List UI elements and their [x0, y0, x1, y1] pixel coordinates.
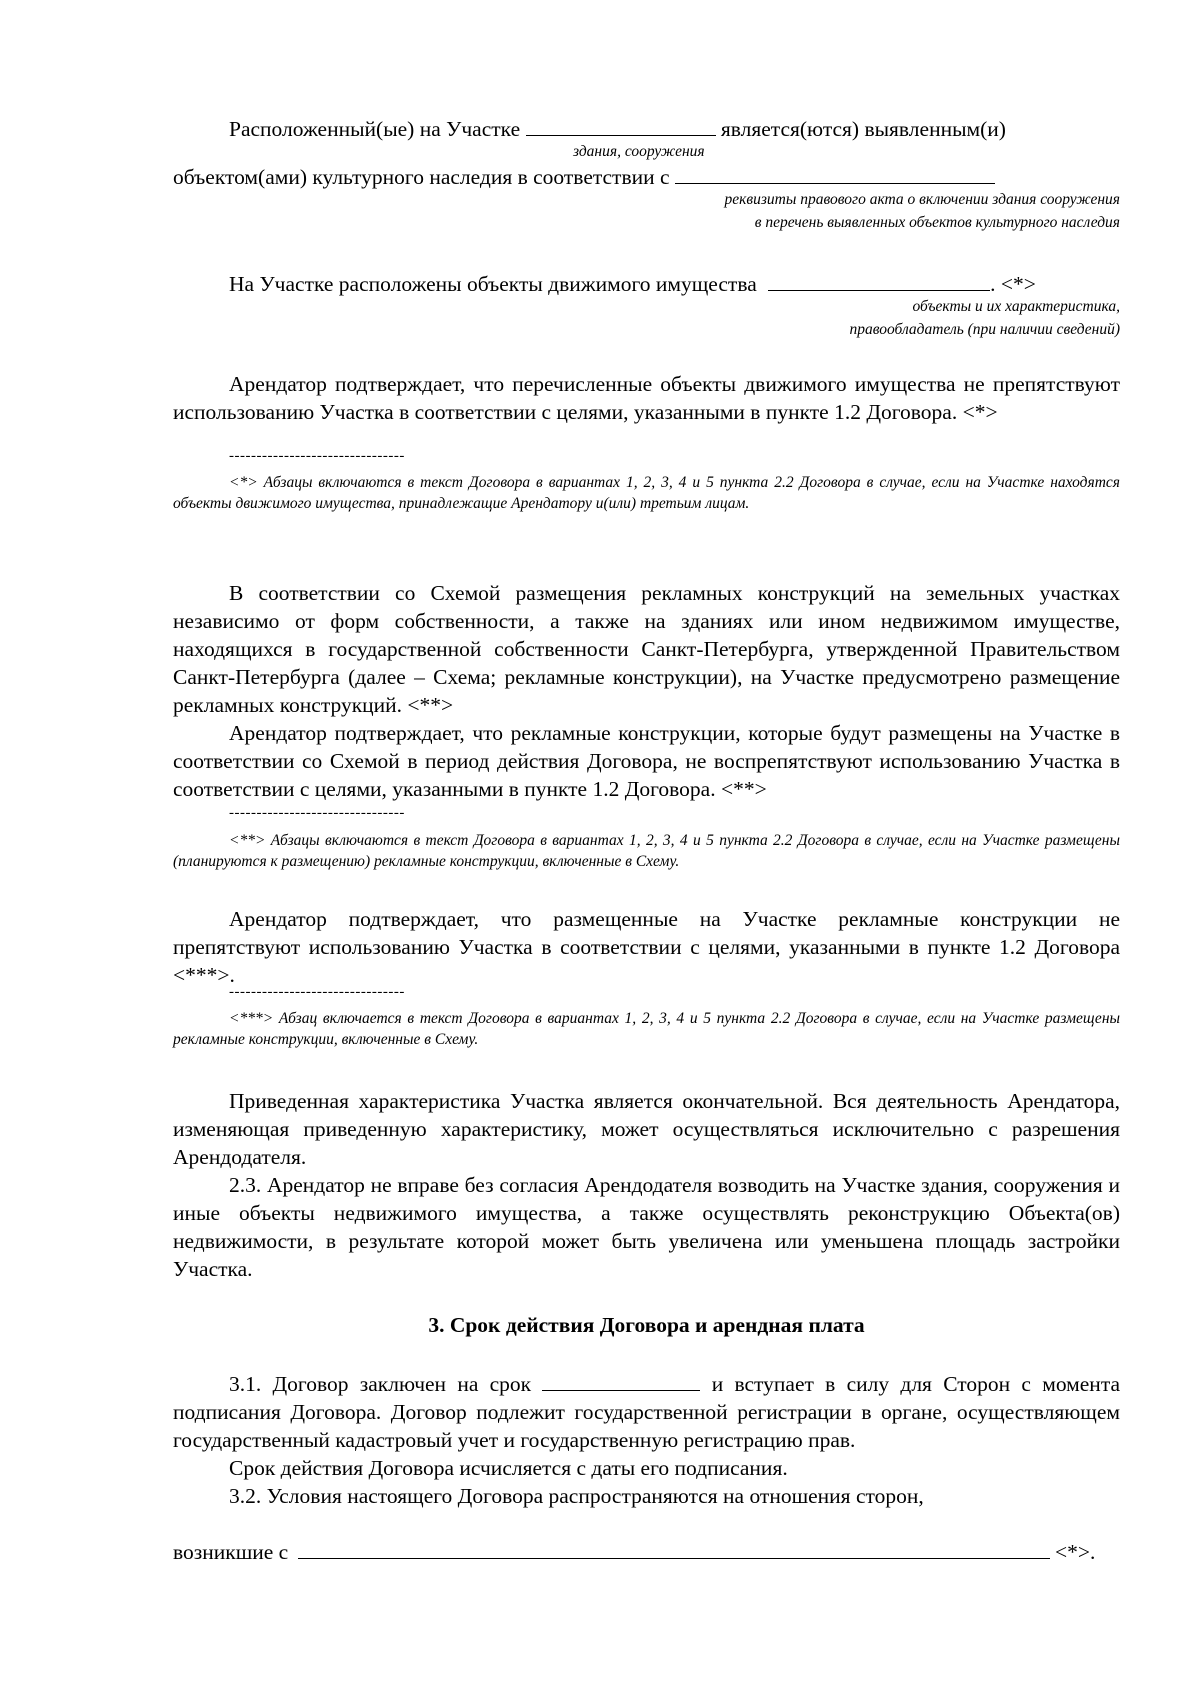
blank-date-field [298, 1538, 1050, 1559]
blank-term-field [542, 1370, 700, 1391]
clause-3-1-paragraph [173, 1370, 1120, 1454]
movable-paragraph-block [173, 370, 1120, 426]
final-characteristic-paragraph: Приведенная характеристика Участка является окончательной. Вся деятельность Арендатора, изменяющая приведенную характеристику, может осуществляться исключительно с разрешения Арендодателя. [173, 1089, 1120, 1169]
footnote-2-block [173, 830, 1120, 872]
movable-property-line [229, 270, 1036, 298]
term-paragraph: Срок действия Договора исчисляется с даты его подписания. [229, 1456, 788, 1480]
hint-legal-act-b: в перечень выявленных объектов культурного наследия [754, 214, 1120, 231]
clause-3-1-rest: и вступает в силу для Сторон с момента подписания Договора. Договор подлежит государственной регистрации в органе, осуществляющем государственный кадастровый учет и государственную регистрацию прав. [173, 1372, 1121, 1452]
footnote-3: <***> Абзац включается в текст Договора в вариантах 1, 2, 3, 4 и 5 пункта 2.2 Договора в случае, если на Участке размещены рекламные конструкции, включенные в Схему. [173, 1010, 1120, 1048]
clause-3-2-line [173, 1538, 1095, 1566]
footnote-3-block [173, 1008, 1120, 1050]
heritage-line-2-start: объектом(ами) культурного наследия в соответствии с [173, 165, 670, 189]
blank-building-field [526, 115, 716, 136]
ads-paragraphs-block [173, 579, 1120, 803]
movable-property-line-start: На Участке расположены объекты движимого имущества [229, 272, 757, 296]
blank-legal-act-field [675, 163, 995, 184]
heritage-line-2 [173, 163, 995, 191]
heritage-line-1-end: является(ются) выявленным(и) [720, 117, 1006, 141]
section-3-heading: 3. Срок действия Договора и арендная плата [428, 1313, 865, 1337]
hint-legal-act-a: реквизиты правового акта о включении здания сооружения [724, 191, 1120, 208]
heritage-line-1-start: Расположенный(ые) на Участке [229, 117, 521, 141]
final-paragraphs-block [173, 1087, 1120, 1283]
clause-3-2-paragraph: 3.2. Условия настоящего Договора распространяются на отношения сторон, [229, 1484, 924, 1508]
ads-paragraph-3-block [173, 905, 1120, 989]
hint-buildings: здания, сооружения [573, 143, 705, 160]
footnote-separator-2: -------------------------------- [229, 805, 405, 821]
footnote-separator-1: -------------------------------- [229, 448, 405, 464]
clause-3-1-block [173, 1370, 1120, 1510]
clause-3-2-line-end: <*>. [1054, 1540, 1096, 1564]
footnote-separator-3: -------------------------------- [229, 984, 405, 1000]
hint-movable-b: правообладатель (при наличии сведений) [849, 321, 1120, 338]
clause-2-3-paragraph: 2.3. Арендатор не вправе без согласия Арендодателя возводить на Участке здания, сооружения и иные объекты недвижимого имущества, а также осуществлять реконструкцию Объекта(ов) недвижимости, в результате которой может быть увеличена или уменьшена площадь застройки Участка. [173, 1173, 1120, 1281]
movable-paragraph: Арендатор подтверждает, что перечисленные объекты движимого имущества не препятствуют использованию Участка в соответствии с целями, указанными в пункте 1.2 Договора. <*> [173, 372, 1120, 424]
movable-property-line-end: . <*> [990, 272, 1036, 296]
blank-movable-field [768, 270, 990, 291]
clause-3-1-start: 3.1. Договор заключен на срок [229, 1372, 532, 1396]
hint-movable-a: объекты и их характеристика, [912, 298, 1120, 315]
ads-paragraph-1: В соответствии со Схемой размещения рекламных конструкций на земельных участках независимо от форм собственности, а также на зданиях или ином недвижимом имуществе, находящихся в государственной собственности Санкт-Петербурга, утвержденной Правительством Санкт-Петербурга (далее – Схема; рекламные конструкции), на Участке предусмотрено размещение рекламных конструкций. <**> [173, 581, 1120, 717]
heritage-line-1 [229, 115, 1006, 143]
footnote-2: <**> Абзацы включаются в текст Договора в вариантах 1, 2, 3, 4 и 5 пункта 2.2 Договора в случае, если на Участке размещены (планируются к размещению) рекламные конструкции, включенные в Схему. [173, 832, 1120, 870]
footnote-1: <*> Абзацы включаются в текст Договора в вариантах 1, 2, 3, 4 и 5 пункта 2.2 Договора в случае, если на Участке находятся объекты движимого имущества, принадлежащие Арендатору и(или) третьим лицам. [173, 474, 1120, 512]
ads-paragraph-2: Арендатор подтверждает, что рекламные конструкции, которые будут размещены на Участке в соответствии со Схемой в период действия Договора, не воспрепятствуют использованию Участка в соответствии с целями, указанными в пункте 1.2 Договора. <**> [173, 721, 1120, 801]
ads-paragraph-3: Арендатор подтверждает, что размещенные на Участке рекламные конструкции не препятствуют использованию Участка в соответствии с целями, указанными в пункте 1.2 Договора <***>. [173, 907, 1120, 987]
footnote-1-block [173, 472, 1120, 514]
clause-3-2-line-start: возникшие с [173, 1540, 289, 1564]
